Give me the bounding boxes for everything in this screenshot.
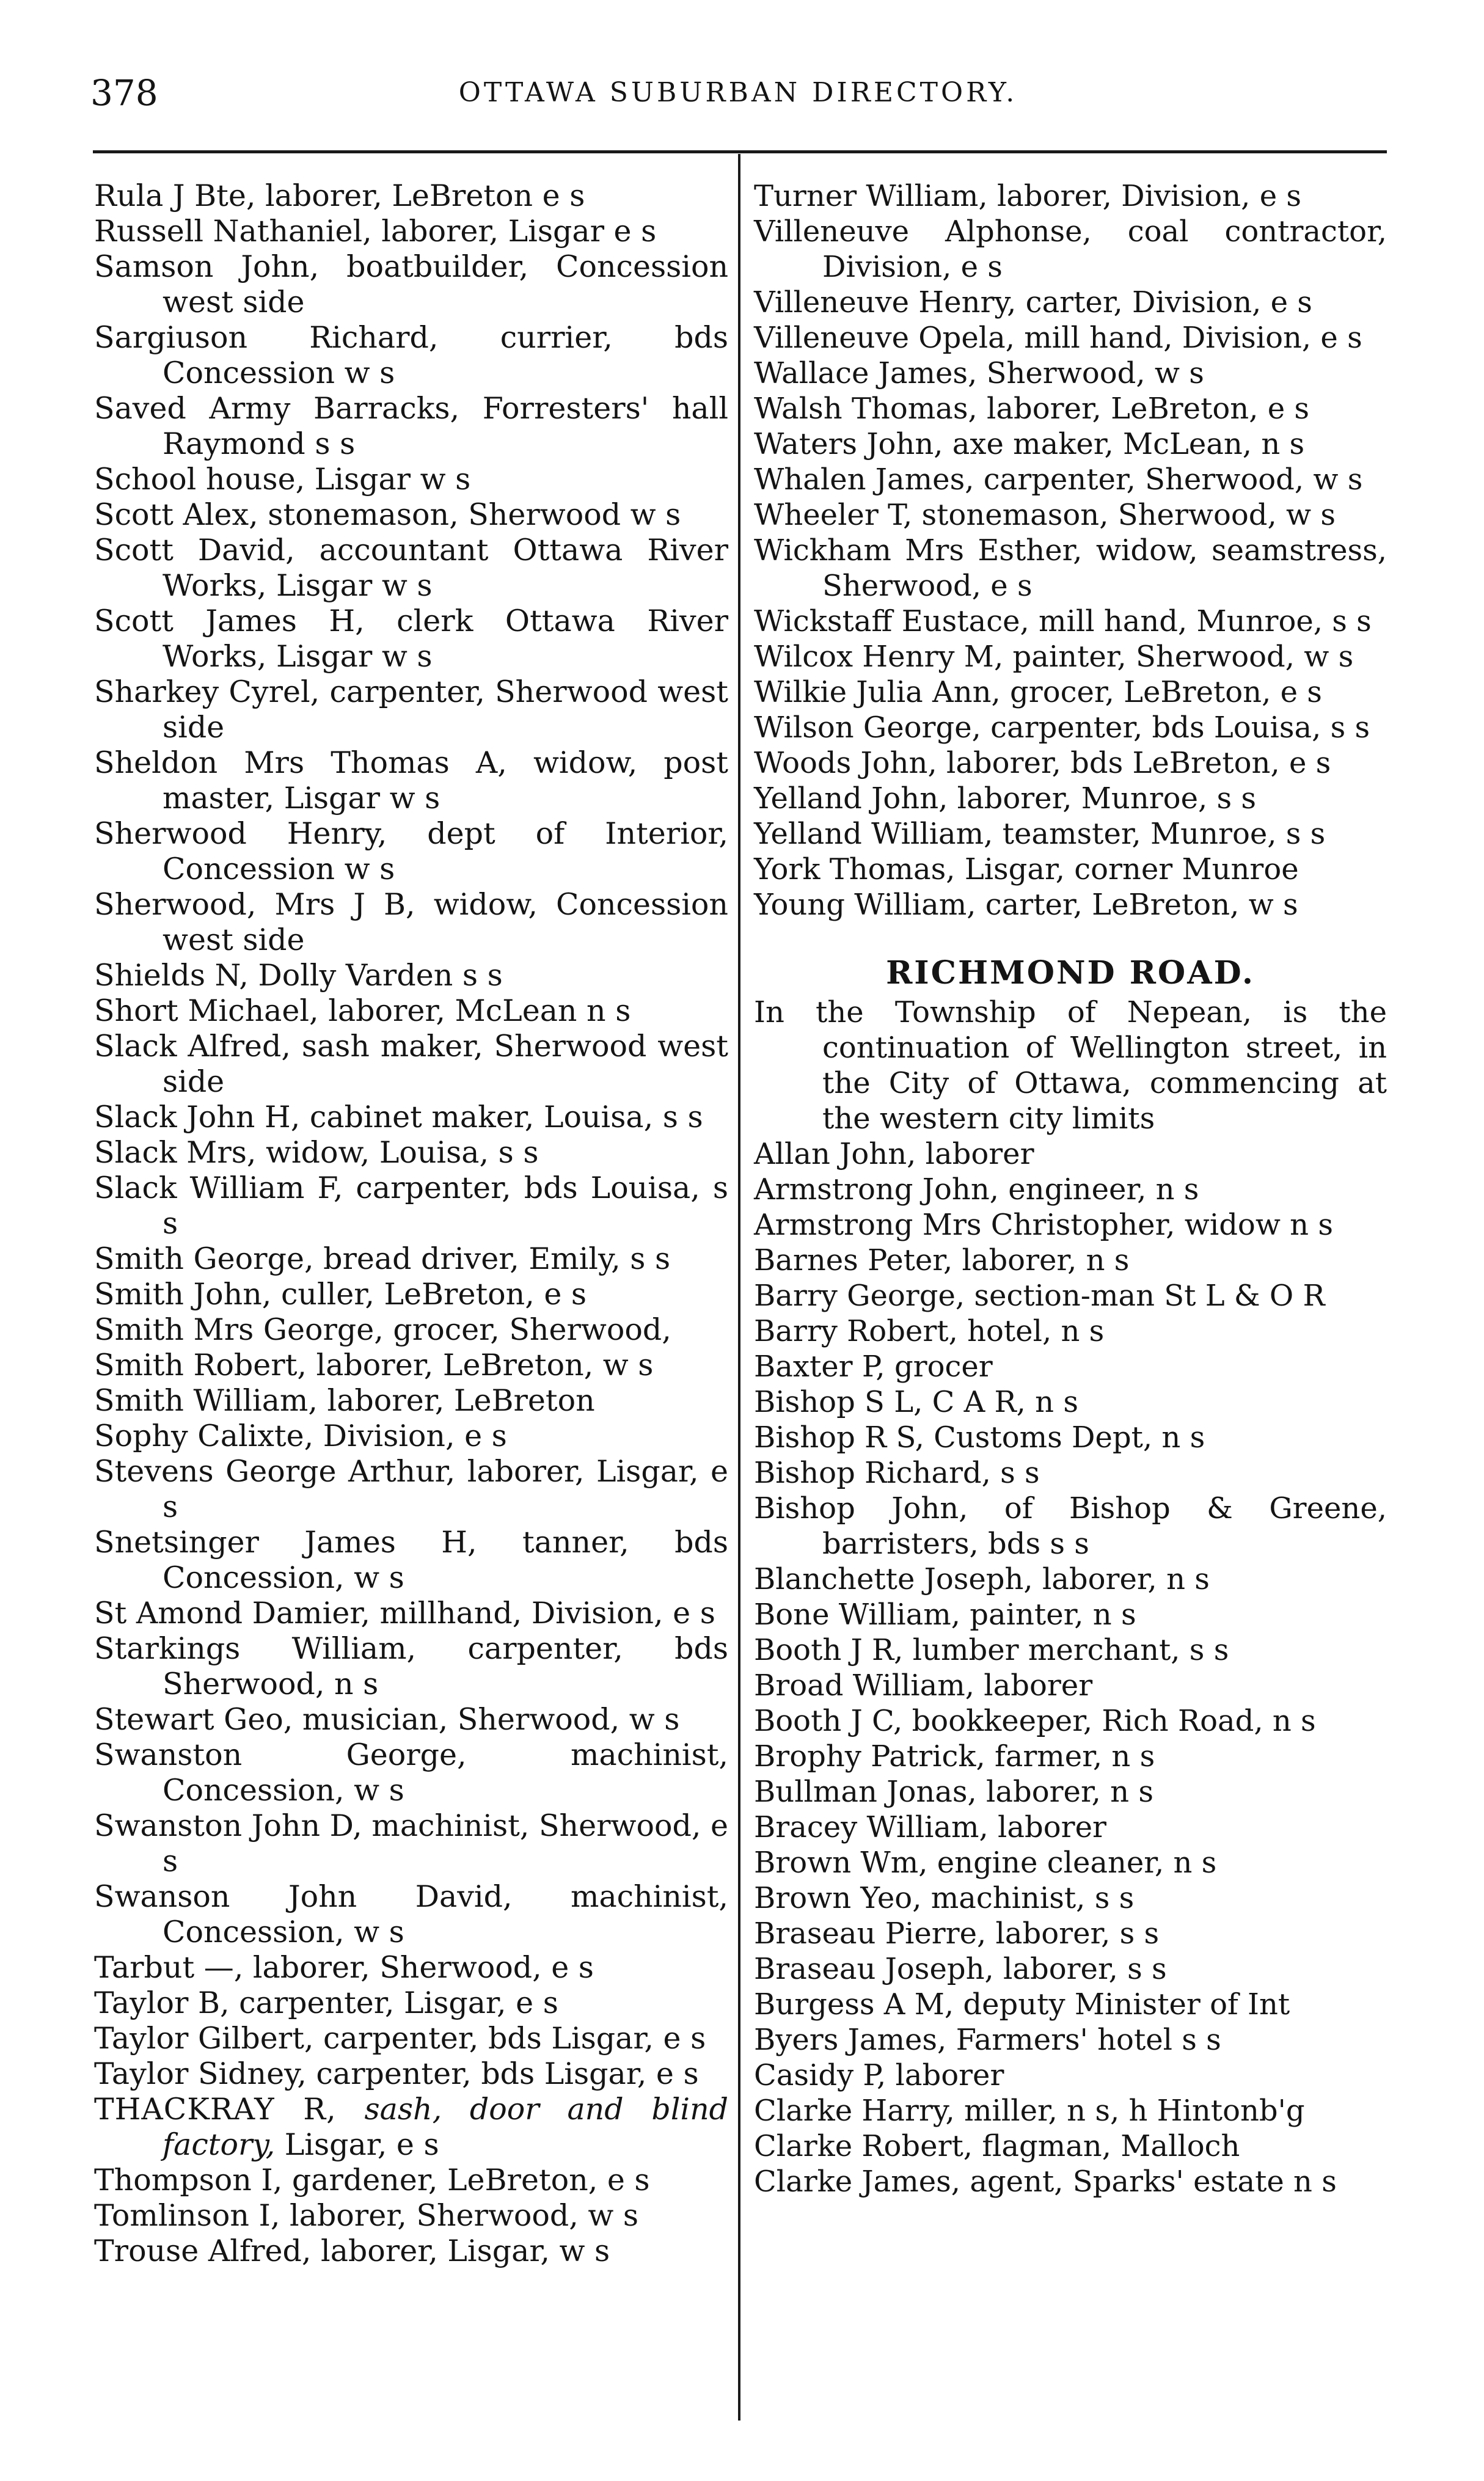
section-intro: In the Township of Nepean, is the continuation of Wellington street, in the City of Ottawa, commencing at the western city limits <box>754 995 1387 1136</box>
directory-entry: Bishop John, of Bishop & Greene, barristers, bds s s <box>754 1491 1387 1561</box>
directory-entry: Wickham Mrs Esther, widow, seamstress, Sherwood, e s <box>754 533 1387 603</box>
directory-entry: Bishop Richard, s s <box>754 1456 1040 1490</box>
directory-entry: School house, Lisgar w s <box>94 462 471 497</box>
directory-entry: Barry Robert, hotel, n s <box>754 1314 1105 1348</box>
directory-entry: Brown Yeo, machinist, s s <box>754 1881 1135 1915</box>
directory-entry: Smith John, culler, LeBreton, e s <box>94 1277 587 1312</box>
directory-entry: Swanston George, machinist, Concession, w s <box>94 1737 728 1808</box>
directory-entry: Turner William, laborer, Division, e s <box>754 179 1301 213</box>
directory-entry: Yelland John, laborer, Munroe, s s <box>754 781 1257 816</box>
directory-entry: Slack William F, carpenter, bds Louisa, s s <box>94 1171 728 1241</box>
directory-entry: Byers James, Farmers' hotel s s <box>754 2023 1221 2057</box>
directory-entry: Casidy P, laborer <box>754 2058 1004 2092</box>
directory-entry: Booth J R, lumber merchant, s s <box>754 1633 1229 1667</box>
directory-entry: Smith George, bread driver, Emily, s s <box>94 1241 671 1276</box>
directory-entry: Bishop R S, Customs Dept, n s <box>754 1420 1205 1455</box>
directory-entry: Stevens George Arthur, laborer, Lisgar, e s <box>94 1454 728 1524</box>
directory-entry: Slack Alfred, sash maker, Sherwood west side <box>94 1029 728 1099</box>
directory-entry: Snetsinger James H, tanner, bds Concession, w s <box>94 1525 728 1595</box>
directory-entry: Woods John, laborer, bds LeBreton, e s <box>754 746 1331 780</box>
right-column <box>754 178 1387 2199</box>
section-title: RICHMOND ROAD. <box>886 954 1255 992</box>
directory-entry: Villeneuve Alphonse, coal contractor, Division, e s <box>754 214 1387 284</box>
directory-entry: Villeneuve Opela, mill hand, Division, e s <box>754 321 1362 355</box>
directory-entry: Scott Alex, stonemason, Sherwood w s <box>94 497 681 532</box>
entry-trade: sash, door and blind factory, <box>163 2092 728 2162</box>
directory-entry: Slack John H, cabinet maker, Louisa, s s <box>94 1100 703 1135</box>
directory-entry: Scott James H, clerk Ottawa River Works, Lisgar w s <box>94 604 728 674</box>
directory-entry: Barry George, section-man St L & O R <box>754 1279 1325 1313</box>
directory-entry: Bishop S L, C A R, n s <box>754 1385 1078 1419</box>
directory-entry: Sharkey Cyrel, carpenter, Sherwood west side <box>94 674 728 745</box>
directory-entry: Taylor Gilbert, carpenter, bds Lisgar, e s <box>94 2021 706 2056</box>
directory-entry: Broad William, laborer <box>754 1668 1093 1703</box>
directory-entry: Yelland William, teamster, Munroe, s s <box>754 817 1326 851</box>
directory-entry: Russell Nathaniel, laborer, Lisgar e s <box>94 214 657 249</box>
directory-entry: Sherwood, Mrs J B, widow, Concession west side <box>94 887 728 957</box>
directory-entry: Barnes Peter, laborer, n s <box>754 1243 1130 1277</box>
directory-entry: Braseau Pierre, laborer, s s <box>754 1916 1160 1951</box>
left-column <box>94 178 728 2269</box>
directory-entry: Starkings William, carpenter, bds Sherwood, n s <box>94 1631 728 1701</box>
directory-entry: Young William, carter, LeBreton, w s <box>754 888 1298 922</box>
directory-entry: Brown Wm, engine cleaner, n s <box>754 1846 1217 1880</box>
directory-entry: Clarke James, agent, Sparks' estate n s <box>754 2165 1337 2199</box>
directory-entry: Sheldon Mrs Thomas A, widow, post master, Lisgar w s <box>94 745 728 816</box>
directory-entry: Waters John, axe maker, McLean, n s <box>754 427 1305 461</box>
directory-entry: Braseau Joseph, laborer, s s <box>754 1952 1167 1986</box>
page-number: 378 <box>90 72 158 114</box>
directory-entry: Bone William, painter, n s <box>754 1598 1136 1632</box>
directory-entry: Taylor B, carpenter, Lisgar, e s <box>94 1986 558 2020</box>
directory-entry: York Thomas, Lisgar, corner Munroe <box>754 852 1299 886</box>
directory-entry: Baxter P, grocer <box>754 1350 993 1384</box>
entry-name: THACKRAY R, <box>94 2092 337 2127</box>
directory-entry: Samson John, boatbuilder, Concession west side <box>94 249 728 320</box>
header-rule <box>93 150 1387 153</box>
directory-entry: Smith Robert, laborer, LeBreton, w s <box>94 1348 654 1383</box>
directory-entry: Rula J Bte, laborer, LeBreton e s <box>94 178 585 213</box>
directory-entry: Shields N, Dolly Varden s s <box>94 958 503 993</box>
directory-entry: Taylor Sidney, carpenter, bds Lisgar, e s <box>94 2056 699 2091</box>
directory-entry: Clarke Harry, miller, n s, h Hintonb'g <box>754 2094 1305 2128</box>
directory-entry: Sophy Calixte, Division, e s <box>94 1419 507 1453</box>
directory-entry: Whalen James, carpenter, Sherwood, w s <box>754 462 1363 497</box>
directory-entry: Armstrong Mrs Christopher, widow n s <box>754 1208 1333 1242</box>
directory-entry: Brophy Patrick, farmer, n s <box>754 1739 1155 1774</box>
directory-entry: Tarbut —, laborer, Sherwood, e s <box>94 1950 594 1985</box>
directory-entry: St Amond Damier, millhand, Division, e s <box>94 1596 715 1631</box>
directory-entry: Blanchette Joseph, laborer, n s <box>754 1562 1210 1596</box>
entry-address: Lisgar, e s <box>284 2127 439 2162</box>
directory-entry: Short Michael, laborer, McLean n s <box>94 993 631 1028</box>
directory-entry: Saved Army Barracks, Forresters' hall Raymond s s <box>94 391 728 461</box>
directory-entry: Wilkie Julia Ann, grocer, LeBreton, e s <box>754 675 1322 709</box>
directory-entry: Slack Mrs, widow, Louisa, s s <box>94 1135 539 1170</box>
directory-entry: Smith William, laborer, LeBreton <box>94 1383 595 1418</box>
directory-entry-thackray <box>94 2092 728 2163</box>
column-divider <box>738 154 740 2421</box>
directory-entry: Villeneuve Henry, carter, Division, e s <box>754 285 1312 320</box>
page-header <box>90 68 1386 117</box>
directory-entry: Wallace James, Sherwood, w s <box>754 356 1204 390</box>
directory-entry: Sargiuson Richard, currier, bds Concession w s <box>94 320 728 390</box>
directory-entry: Wheeler T, stonemason, Sherwood, w s <box>754 498 1336 532</box>
directory-entry: Swanson John David, machinist, Concession, w s <box>94 1879 728 1949</box>
directory-entry: Swanston John D, machinist, Sherwood, e s <box>94 1808 728 1879</box>
directory-entry: Thompson I, gardener, LeBreton, e s <box>94 2163 650 2198</box>
directory-entry: Burgess A M, deputy Minister of Int <box>754 1987 1290 2022</box>
directory-entry: Smith Mrs George, grocer, Sherwood, <box>94 1312 671 1347</box>
directory-entry: Armstrong John, engineer, n s <box>754 1172 1199 1207</box>
directory-entry: Tomlinson I, laborer, Sherwood, w s <box>94 2198 639 2233</box>
directory-entry: Scott David, accountant Ottawa River Works, Lisgar w s <box>94 533 728 603</box>
directory-entry: Clarke Robert, flagman, Malloch <box>754 2129 1240 2163</box>
directory-entry: Allan John, laborer <box>754 1137 1034 1171</box>
directory-entry: Bullman Jonas, laborer, n s <box>754 1775 1153 1809</box>
directory-entry: Stewart Geo, musician, Sherwood, w s <box>94 1702 680 1737</box>
directory-entry: Walsh Thomas, laborer, LeBreton, e s <box>754 392 1309 426</box>
directory-entry: Wickstaff Eustace, mill hand, Munroe, s s <box>754 604 1372 638</box>
directory-entry: Bracey William, laborer <box>754 1810 1106 1844</box>
directory-entry: Booth J C, bookkeeper, Rich Road, n s <box>754 1704 1316 1738</box>
directory-entry: Trouse Alfred, laborer, Lisgar, w s <box>94 2234 610 2268</box>
directory-entry: Wilson George, carpenter, bds Louisa, s s <box>754 711 1370 745</box>
directory-entry: Wilcox Henry M, painter, Sherwood, w s <box>754 640 1354 674</box>
directory-entry: Sherwood Henry, dept of Interior, Concession w s <box>94 816 728 886</box>
running-head: OTTAWA SUBURBAN DIRECTORY. <box>458 77 1018 108</box>
